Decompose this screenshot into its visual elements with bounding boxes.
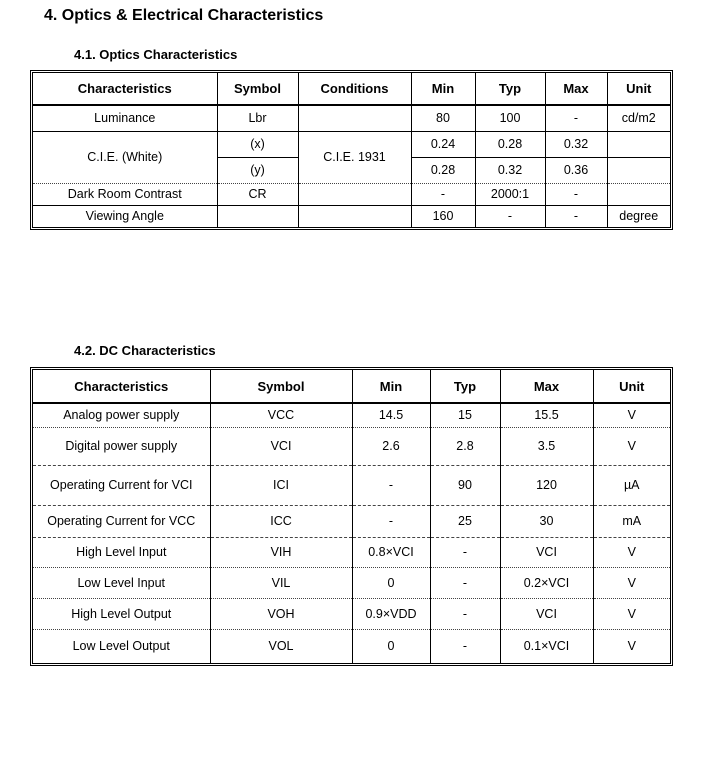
cell: 0.9×VDD [352,598,430,629]
table-row [33,403,670,427]
cell: Operating Current for VCI [33,465,210,505]
cell: 160 [411,205,475,227]
cell: 15.5 [500,403,593,427]
table-row [33,465,670,505]
table-row [33,505,670,537]
cell: 0.32 [545,131,607,157]
cell: V [593,427,670,465]
cell: Low Level Input [33,567,210,598]
table-row [33,131,670,157]
optics-header-row [33,73,670,105]
table-row [33,105,670,131]
cell: VCI [500,537,593,567]
cell: 0.32 [475,157,545,183]
cell: 0.28 [475,131,545,157]
cell: 0.28 [411,157,475,183]
cell: 90 [430,465,500,505]
cell: Luminance [33,105,217,131]
optics-table [30,70,673,230]
table-row [33,205,670,227]
cell: cd/m2 [607,105,670,131]
cell: - [545,183,607,205]
cell: C.I.E. 1931 [298,131,411,183]
cell: 120 [500,465,593,505]
table-row [33,598,670,629]
cell: Lbr [217,105,298,131]
cell: Operating Current for VCC [33,505,210,537]
cell: C.I.E. (White) [33,131,217,183]
cell: - [352,465,430,505]
dc-table [30,367,673,666]
cell: 0.2×VCI [500,567,593,598]
cell: degree [607,205,670,227]
cell: - [430,537,500,567]
cell: VOH [210,598,352,629]
section-title: 4. Optics & Electrical Characteristics [44,7,324,24]
cell [298,105,411,131]
optics-title: 4.1. Optics Characteristics [74,47,238,62]
cell: - [475,205,545,227]
cell: Digital power supply [33,427,210,465]
cell: VCI [500,598,593,629]
cell: High Level Input [33,537,210,567]
cell: - [430,567,500,598]
col-header: Max [545,73,607,105]
cell [298,183,411,205]
cell: 0.36 [545,157,607,183]
cell: Analog power supply [33,403,210,427]
cell [217,205,298,227]
cell: (x) [217,131,298,157]
cell: 2.8 [430,427,500,465]
cell: 0 [352,629,430,663]
col-header: Typ [475,73,545,105]
cell: V [593,567,670,598]
cell: - [430,629,500,663]
col-header: Typ [430,370,500,403]
table-row [33,183,670,205]
dc-title: 4.2. DC Characteristics [74,343,216,358]
cell [298,205,411,227]
col-header: Max [500,370,593,403]
col-header: Min [411,73,475,105]
cell: - [430,598,500,629]
dc-header-row [33,370,670,403]
cell: VIH [210,537,352,567]
cell [607,183,670,205]
col-header: Min [352,370,430,403]
cell: (y) [217,157,298,183]
cell: 30 [500,505,593,537]
cell: 3.5 [500,427,593,465]
cell: ICI [210,465,352,505]
cell: 15 [430,403,500,427]
cell: VCI [210,427,352,465]
cell: 25 [430,505,500,537]
cell: V [593,537,670,567]
cell: - [411,183,475,205]
cell: CR [217,183,298,205]
cell: Viewing Angle [33,205,217,227]
cell: High Level Output [33,598,210,629]
col-header: Conditions [298,73,411,105]
col-header: Unit [593,370,670,403]
table-row [33,629,670,663]
cell: - [545,105,607,131]
col-header: Symbol [210,370,352,403]
cell: VIL [210,567,352,598]
col-header: Unit [607,73,670,105]
cell: Low Level Output [33,629,210,663]
cell: 14.5 [352,403,430,427]
cell: 80 [411,105,475,131]
table-row [33,427,670,465]
cell [607,131,670,157]
col-header: Characteristics [33,73,217,105]
col-header: Characteristics [33,370,210,403]
cell: 0 [352,567,430,598]
cell: V [593,629,670,663]
cell: VOL [210,629,352,663]
cell: mA [593,505,670,537]
cell: 0.24 [411,131,475,157]
table-row [33,537,670,567]
cell: 2000:1 [475,183,545,205]
cell: 2.6 [352,427,430,465]
cell: 0.8×VCI [352,537,430,567]
cell: VCC [210,403,352,427]
cell: - [545,205,607,227]
cell: V [593,598,670,629]
col-header: Symbol [217,73,298,105]
cell: - [352,505,430,537]
cell [607,157,670,183]
cell: 100 [475,105,545,131]
cell: µA [593,465,670,505]
table-row [33,567,670,598]
cell: ICC [210,505,352,537]
cell: V [593,403,670,427]
cell: Dark Room Contrast [33,183,217,205]
cell: 0.1×VCI [500,629,593,663]
